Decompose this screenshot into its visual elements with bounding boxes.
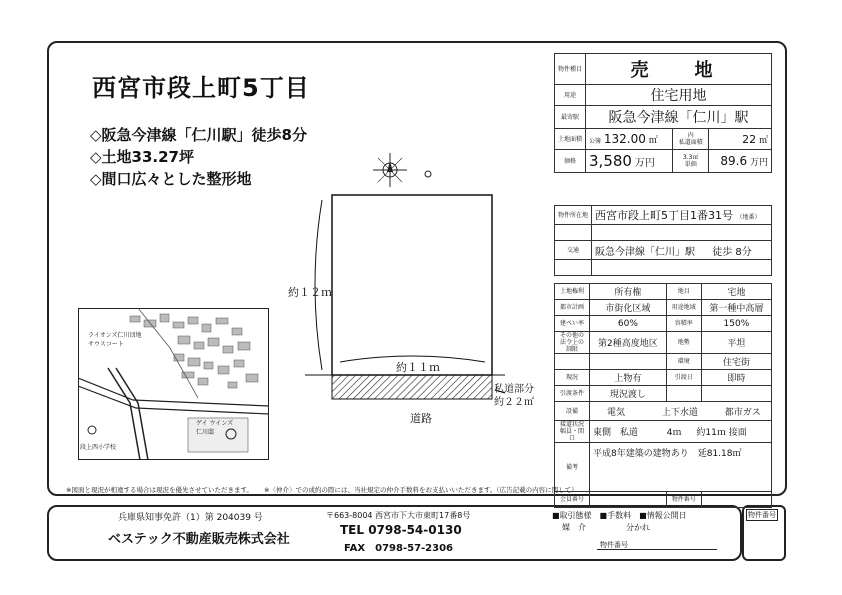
transaction-terms-values: 媒 介 分かれ xyxy=(562,523,650,532)
width-label: 約１１ｍ xyxy=(396,361,440,374)
page-title: 西宮市段上町5丁目 xyxy=(92,74,310,102)
traffic-minutes: 8分 xyxy=(735,246,752,258)
use-label: 用途 xyxy=(555,85,586,106)
private-area-unit: ㎡ xyxy=(758,135,768,146)
property-type: 売 地 xyxy=(586,54,772,85)
detail-row: 建ぺい率 60% 容積率 150% xyxy=(555,316,772,332)
road-kind: 私道 xyxy=(619,428,638,438)
feature-station: ◇阪急今津線「仁川駅」徒歩8分 xyxy=(90,126,307,144)
detail-row: 引渡条件 現況渡し xyxy=(555,386,772,402)
private-area: 22 xyxy=(742,132,757,146)
property-use: 住宅用地 xyxy=(586,85,772,106)
location-table xyxy=(554,205,772,276)
facilities-label: 設備 xyxy=(555,402,590,421)
detail-row: その他の 法令上の制限 第2種高度地区 地勢 平坦 xyxy=(555,332,772,354)
remarks-text: 平成8年建築の建物あり 延81.18㎡ xyxy=(593,449,742,459)
disclaimer-1: ※図面と現況が相違する場合は現況を優先させていただきます。 xyxy=(66,486,253,494)
road-label: 道路 xyxy=(410,412,432,425)
detail-row: 都市計画 市街化区域 用途地域 第一種中高層 xyxy=(555,300,772,316)
feature-area: ◇土地33.27坪 xyxy=(90,148,194,166)
tsubo-price: 89.6 xyxy=(720,154,748,168)
detail-row: 現況 上物有 引渡日 即時 xyxy=(555,370,772,386)
stamp-label: 物件番号 xyxy=(748,511,776,519)
map-label-mansion: ゲイ ウインズ 仁川邸 xyxy=(196,420,234,436)
property-number-line xyxy=(597,549,717,550)
summary-table xyxy=(554,53,772,173)
compass-icon xyxy=(368,150,438,190)
feature-shape: ◇間口広々とした整形地 xyxy=(90,170,252,188)
area-unit: ㎡ xyxy=(648,136,658,146)
station-label: 最寄駅 xyxy=(555,106,586,129)
license-number: 兵庫県知事免許（1）第 204039 号 xyxy=(118,513,263,523)
company-fax: FAX 0798-57-2306 xyxy=(344,543,454,554)
price: 3,580 xyxy=(589,152,632,170)
remarks-label: 備考 xyxy=(555,443,590,492)
detail-row: 土地権利 所有権 地目 宅地 xyxy=(555,284,772,300)
transaction-terms-header: ■取引態様 ■手数料 ■情報公開日 xyxy=(552,511,687,520)
company-tel: TEL 0798-54-0130 xyxy=(340,523,462,537)
nearest-station: 阪急今津線「仁川」駅 xyxy=(586,106,772,129)
area-kind: 公簿 xyxy=(589,138,602,145)
member-number-label: 会員番号 xyxy=(555,492,590,508)
facility-water: 上下水道 xyxy=(661,407,698,418)
traffic-walk: 徒歩 xyxy=(712,246,733,258)
area-label: 土地面積 xyxy=(555,129,586,150)
details-table xyxy=(554,283,772,508)
lot-outline xyxy=(332,195,492,375)
disclaimer-2: ※〈仲介〉での成約の際には、当社規定の仲介手数料をお支払いいただきます。（広告記載の内容に関して） xyxy=(264,486,578,494)
road-contact: 接面 xyxy=(728,428,747,438)
facility-gas: 都市ガス xyxy=(724,407,761,418)
facility-electric: 電気 xyxy=(607,407,626,418)
traffic-label: 交通 xyxy=(555,241,592,260)
property-number-label: 物件番号 xyxy=(666,492,701,508)
map-label-school: 段上西小学校 xyxy=(80,444,117,451)
map-label-condo: ライオンズ仁川団地 サウスコート xyxy=(88,332,142,348)
tsubo-unit: 万円 xyxy=(749,158,768,168)
footer-property-number-label: 物件番号 xyxy=(600,541,628,549)
location-label: 物件所在地 xyxy=(555,206,592,225)
road-info-label: 接道状況 幅員・間口 xyxy=(555,421,590,443)
private-road-area-value: 約２２㎡ xyxy=(494,397,534,408)
road-width: 4ｍ xyxy=(666,428,682,438)
depth-label: 約１２ｍ xyxy=(288,286,332,299)
tsubo-label: 3.3㎡ 単価 xyxy=(673,150,709,173)
private-road-area xyxy=(332,375,492,399)
detail-row: 環境 住宅街 xyxy=(555,354,772,370)
price-label: 価格 xyxy=(555,150,586,173)
land-area: 132.00 xyxy=(603,132,646,146)
type-label: 物件種目 xyxy=(555,54,586,85)
company-address: 〒663-8004 西宮市下大市東町17番8号 xyxy=(326,511,471,520)
price-unit: 万円 xyxy=(634,158,655,169)
private-area-label: 内 私道面積 xyxy=(673,129,709,150)
company-name: ベステック不動産販売株式会社 xyxy=(108,532,290,547)
traffic-station: 阪急今津線「仁川」駅 xyxy=(595,246,696,258)
private-road-label: 私道部分 xyxy=(494,384,534,395)
address: 西宮市段上町5丁目1番31号 xyxy=(595,209,734,222)
address-note: （地番） xyxy=(736,214,761,221)
road-frontage: 約11ｍ xyxy=(696,428,726,438)
road-direction: 東側 xyxy=(593,428,612,438)
